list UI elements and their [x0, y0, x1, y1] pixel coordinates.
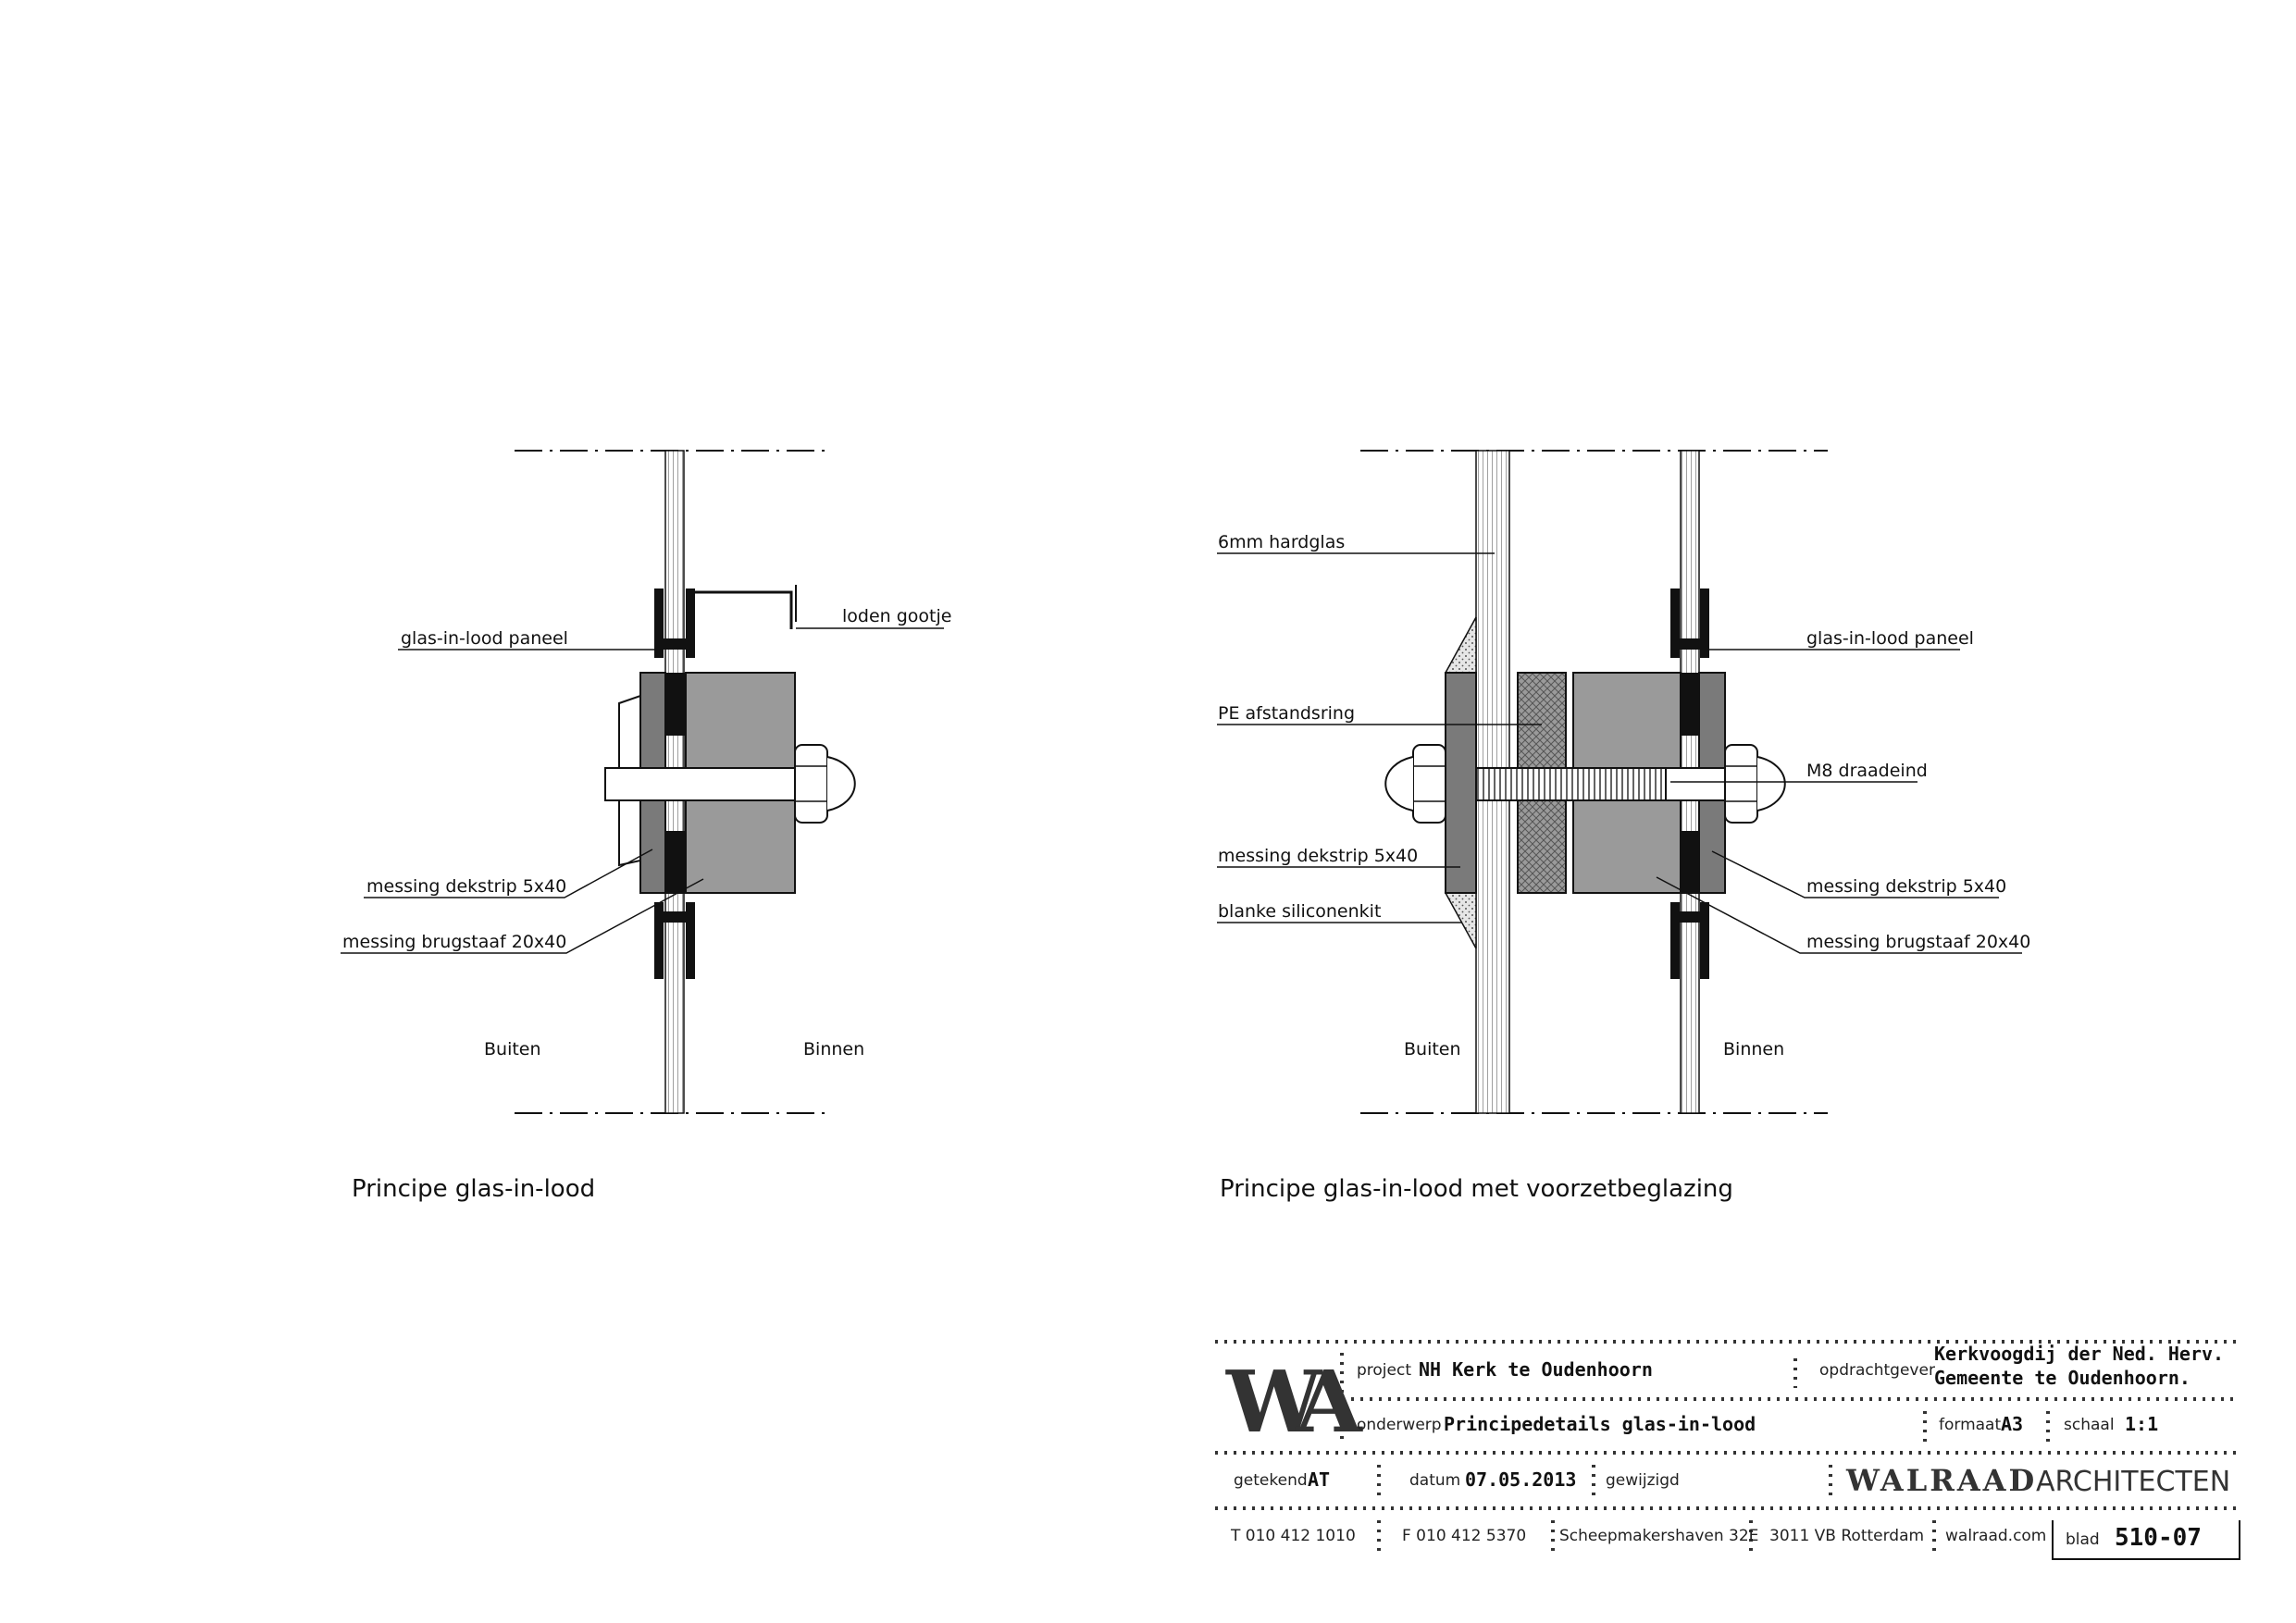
pe-spacer-lower: [1518, 798, 1566, 893]
scale-label: schaal: [2064, 1416, 2115, 1434]
cap-nut-left: [1385, 757, 1413, 811]
brand-bold: WALRAAD: [1846, 1463, 2038, 1498]
label-hardglass: 6mm hardglas: [1218, 532, 1346, 552]
subject-label: onderwerp: [1357, 1416, 1442, 1434]
label-sealant: blanke siliconenkit: [1218, 901, 1382, 922]
scale-value: 1:1: [2125, 1413, 2159, 1435]
logo-letters: WA: [1226, 1352, 1342, 1452]
label-cover-strip-left: messing dekstrip 5x40: [1218, 846, 1419, 866]
label-bridge-bar-right: messing brugstaaf 20x40: [1806, 932, 2031, 952]
label-spacer: PE afstandsring: [1218, 703, 1356, 724]
client-value-line2: Gemeente te Oudenhoorn.: [1934, 1367, 2191, 1389]
label-panel: glas-in-lood paneel: [401, 628, 568, 649]
fax: F 010 412 5370: [1402, 1527, 1527, 1545]
client-label: opdrachtgever: [1819, 1361, 1935, 1380]
lead-gutter: [695, 592, 791, 629]
label-threaded: M8 draadeind: [1806, 761, 1928, 781]
label-outside-right: Buiten: [1404, 1039, 1461, 1059]
subject-value: Principedetails glas-in-lood: [1444, 1413, 1756, 1435]
nut-left: [1413, 745, 1446, 823]
sheet-label: blad: [2066, 1530, 2100, 1549]
drawn-label: getekend: [1234, 1471, 1308, 1490]
sheet-value: 510-07: [2115, 1524, 2202, 1552]
address-city: 3011 VB Rotterdam: [1769, 1527, 1925, 1545]
detail-right: [1217, 451, 2030, 1203]
pe-spacer-upper: [1518, 673, 1566, 770]
website: walraad.com: [1945, 1527, 2047, 1545]
client-value-line1: Kerkvoogdij der Ned. Herv.: [1934, 1343, 2225, 1365]
caption-right: Principe glas-in-lood met voorzetbeglazing: [1220, 1175, 1733, 1203]
nut: [795, 745, 827, 823]
address-street: Scheepmakershaven 32E: [1559, 1527, 1759, 1545]
cap-nut: [827, 757, 855, 811]
format-label: formaat: [1939, 1416, 2002, 1434]
threaded-rod: [1476, 768, 1666, 800]
modified-label: gewijzigd: [1606, 1471, 1680, 1490]
label-panel-right: glas-in-lood paneel: [1806, 628, 1974, 649]
format-value: A3: [2001, 1413, 2024, 1435]
project-value: NH Kerk te Oudenhoorn: [1419, 1358, 1653, 1381]
caption-left: Principe glas-in-lood: [352, 1175, 596, 1203]
title-block: [1215, 1342, 2240, 1559]
label-inside-right: Binnen: [1723, 1039, 1785, 1059]
phone: T 010 412 1010: [1231, 1527, 1356, 1545]
date-value: 07.05.2013: [1465, 1468, 1577, 1491]
detail-left: [341, 451, 951, 1203]
project-label: project: [1357, 1361, 1412, 1380]
date-label: datum: [1409, 1471, 1461, 1490]
nut-right: [1725, 745, 1757, 823]
label-inside: Binnen: [803, 1039, 865, 1059]
cover-strip-outer: [1446, 673, 1476, 893]
sealant-top: [1446, 617, 1476, 673]
label-cover-strip: messing dekstrip 5x40: [366, 876, 567, 897]
label-cover-strip-right: messing dekstrip 5x40: [1806, 876, 2007, 897]
label-gutter: loden gootje: [842, 606, 952, 626]
cap-nut-right: [1757, 757, 1785, 811]
bolt-shaft: [605, 768, 796, 800]
sealant-bottom: [1446, 893, 1476, 948]
label-outside: Buiten: [484, 1039, 541, 1059]
drawn-value: AT: [1308, 1468, 1331, 1491]
label-bridge-bar: messing brugstaaf 20x40: [342, 932, 567, 952]
brand-light: ARCHITECTEN: [2036, 1466, 2231, 1498]
